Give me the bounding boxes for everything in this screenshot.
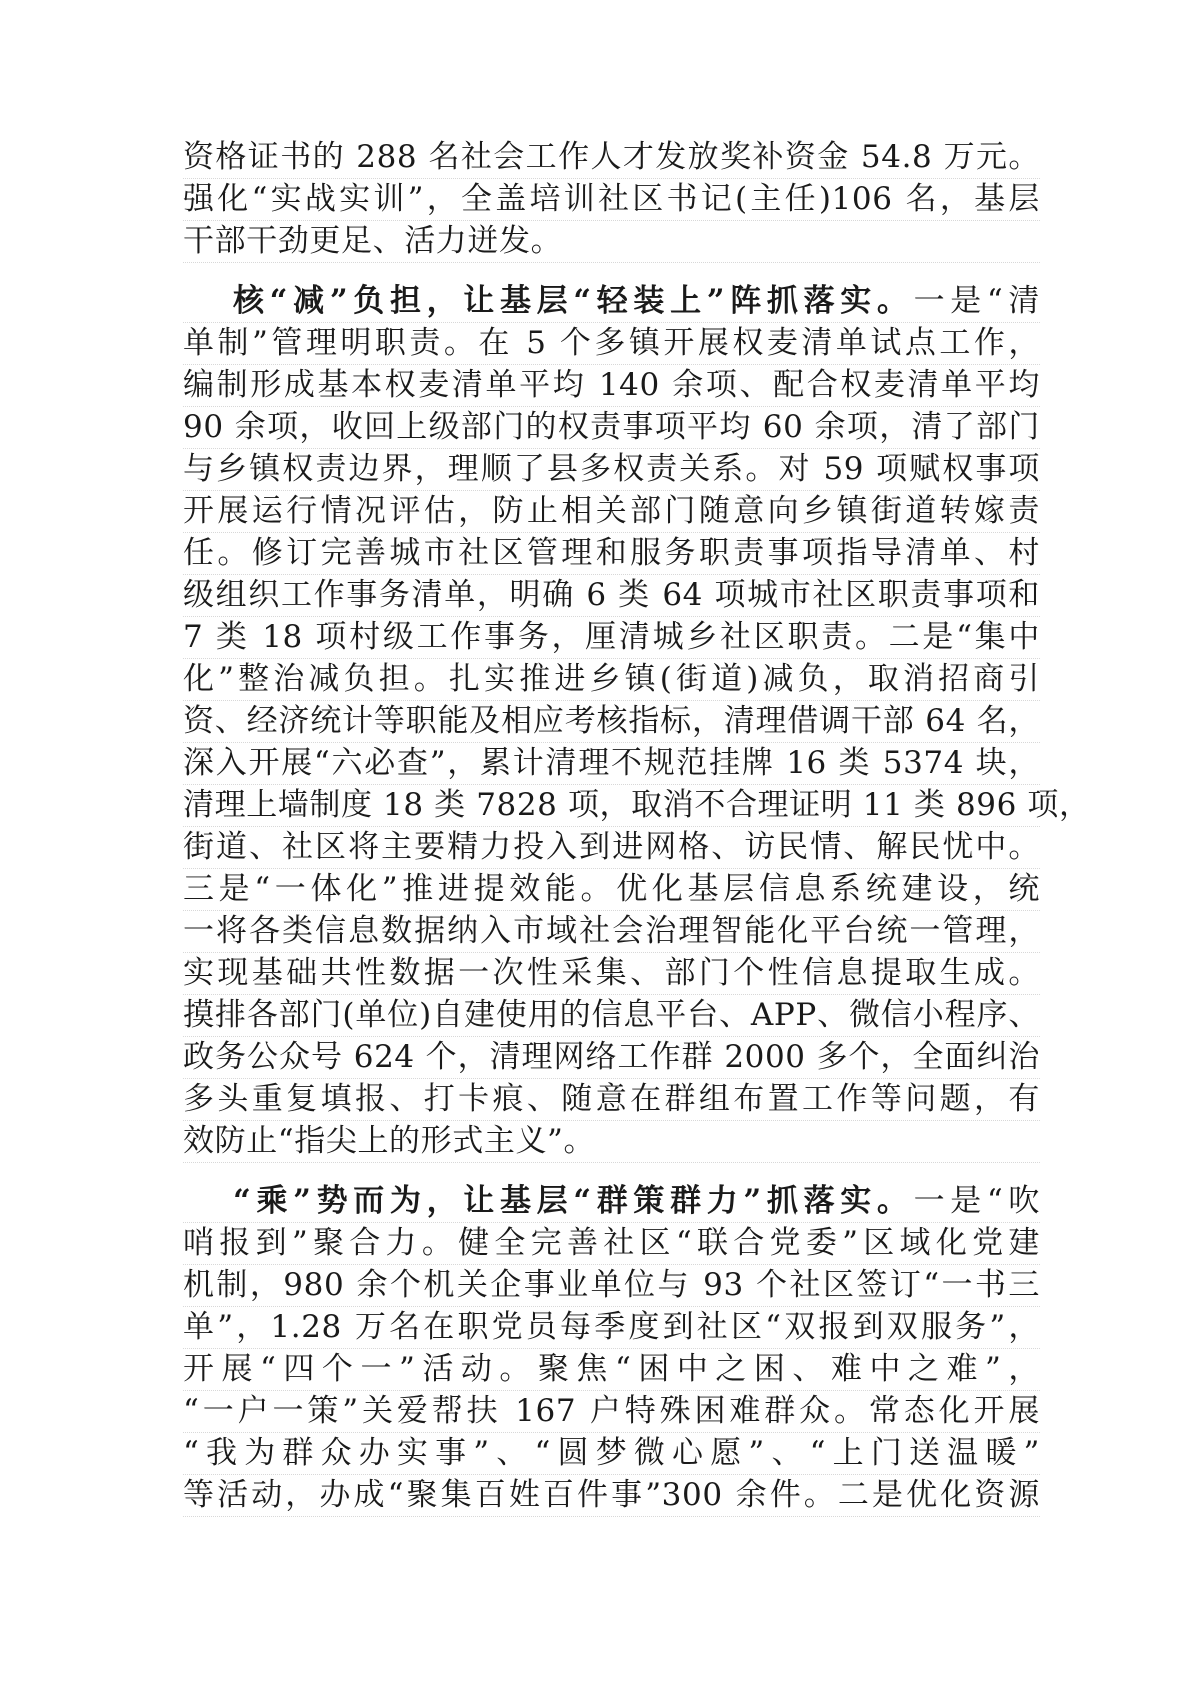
- text-line: 单制”管理明职责。在 5 个多镇开展权麦清单试点工作，: [183, 323, 1040, 365]
- text-line: 编制形成基本权麦清单平均 140 余项、配合权麦清单平均: [183, 365, 1040, 407]
- body-text: [183, 137, 1091, 1517]
- text-line: 90 余项，收回上级部门的权责事项平均 60 余项，清了部门: [183, 407, 1040, 449]
- text-line: 街道、社区将主要精力投入到进网格、访民情、解民忧中。: [183, 827, 1040, 869]
- text-line: “一户一策”关爱帮扶 167 户特殊困难群众。常态化开展: [183, 1391, 1040, 1433]
- paragraph-3: [183, 1181, 1040, 1517]
- text-line: 单”，1.28 万名在职党员每季度到社区“双报到双服务”，: [183, 1307, 1040, 1349]
- text-line: 干部干劲更足、活力迸发。: [183, 221, 1040, 263]
- text-line: 开展“四个一”活动。聚焦“困中之困、难中之难”，: [183, 1349, 1040, 1391]
- text-line: 机制，980 余个机关企事业单位与 93 个社区签订“一书三: [183, 1265, 1040, 1307]
- paragraph-2: [183, 281, 1091, 1163]
- paragraph-lead: “乘”势而为，让基层“群策群力”抓落实。: [233, 1183, 914, 1219]
- text-line: 任。修订完善城市社区管理和服务职责事项指导清单、村: [183, 533, 1040, 575]
- paragraph-lead-rest: 一是“清: [913, 283, 1040, 319]
- text-line: 与乡镇权责边界，理顺了县多权责关系。对 59 项赋权事项: [183, 449, 1040, 491]
- text-line: 强化“实战实训”，全盖培训社区书记(主任)106 名，基层: [183, 179, 1040, 221]
- text-line: 7 类 18 项村级工作事务，厘清城乡社区职责。二是“集中: [183, 617, 1040, 659]
- paragraph-1: [183, 137, 1040, 263]
- text-line: 级组织工作事务清单，明确 6 类 64 项城市社区职责事项和: [183, 575, 1040, 617]
- paragraph-lead-rest: 一是“吹: [913, 1183, 1040, 1219]
- text-line: 资、经济统计等职能及相应考核指标，清理借调干部 64 名，: [183, 701, 1040, 743]
- text-line: 一将各类信息数据纳入市域社会治理智能化平台统一管理，: [183, 911, 1040, 953]
- text-line-first: [183, 1181, 1040, 1223]
- text-line-first: [183, 281, 1040, 323]
- text-line: 深入开展“六必查”，累计清理不规范挂牌 16 类 5374 块，: [183, 743, 1040, 785]
- text-line: 清理上墙制度 18 类 7828 项，取消不合理证明 11 类 896 项，: [183, 785, 1040, 827]
- text-line: 等活动，办成“聚集百姓百件事”300 余件。二是优化资源: [183, 1475, 1040, 1517]
- text-line: 效防止“指尖上的形式主义”。: [183, 1121, 1040, 1163]
- text-line: 摸排各部门(单位)自建使用的信息平台、APP、微信小程序、: [183, 995, 1040, 1037]
- text-line: 资格证书的 288 名社会工作人才发放奖补资金 54.8 万元。: [183, 137, 1040, 179]
- text-line: “我为群众办实事”、“圆梦微心愿”、“上门送温暖”: [183, 1433, 1040, 1475]
- text-line: 化”整治减负担。扎实推进乡镇(街道)减负，取消招商引: [183, 659, 1040, 701]
- text-line: 政务公众号 624 个，清理网络工作群 2000 多个，全面纠治: [183, 1037, 1040, 1079]
- text-line: 实现基础共性数据一次性采集、部门个性信息提取生成。: [183, 953, 1040, 995]
- text-line: 开展运行情况评估，防止相关部门随意向乡镇街道转嫁责: [183, 491, 1040, 533]
- text-line: 哨报到”聚合力。健全完善社区“联合党委”区域化党建: [183, 1223, 1040, 1265]
- text-line: 三是“一体化”推进提效能。优化基层信息系统建设，统: [183, 869, 1040, 911]
- text-line: 多头重复填报、打卡痕、随意在群组布置工作等问题，有: [183, 1079, 1040, 1121]
- paragraph-lead: 核“减”负担，让基层“轻装上”阵抓落实。: [233, 283, 914, 319]
